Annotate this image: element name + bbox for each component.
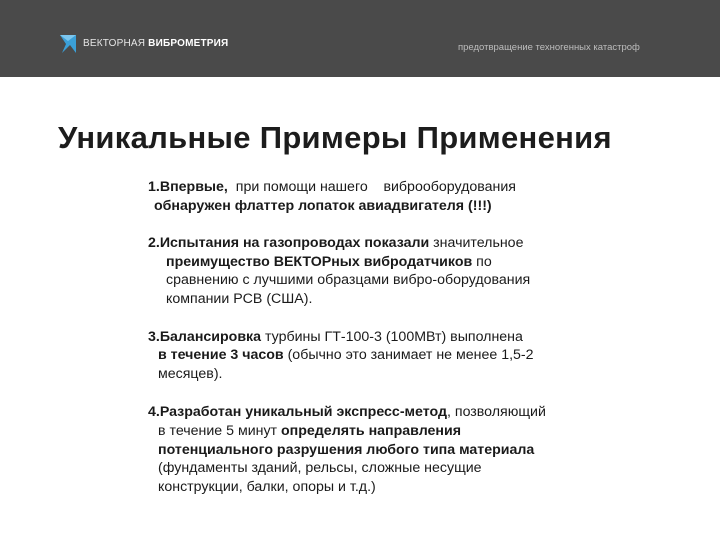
list-item-4: 4.Разработан уникальный экспресс-метод, позволяющий в течение 5 минут определять направления потенциального разрушения любого типа материала (фундаменты зданий, рельсы, сложные несущие конструкции, балки, опоры и т.д.) — [148, 404, 546, 495]
header-bar — [0, 0, 720, 77]
company-logo — [58, 33, 228, 55]
header-tagline: предотвращение техногенных катастроф — [458, 42, 640, 53]
vector-arrow-icon — [58, 33, 78, 55]
list-item-2: 2.Испытания на газопроводах показали значительное преимущество ВЕКТОРных вибродатчиков по сравнению с лучшими образцами вибро-оборудования компании PCB (США). — [148, 235, 531, 307]
slide-title: Уникальные Примеры Применения — [58, 120, 612, 155]
list-item-3: 3.Балансировка турбины ГТ-100-3 (100МВт) выполнена в течение 3 часов (обычно это занимает не менее 1,5-2 месяцев). — [148, 328, 534, 382]
list-item-1: 1.Впервые, при помощи нашего виброоборудования обнаружен флаттер лопаток авиадвигателя (!!!) — [148, 179, 516, 214]
logo-text: ВЕКТОРНАЯ ВИБРОМЕТРИЯ — [83, 38, 229, 49]
slide-body — [148, 178, 618, 496]
